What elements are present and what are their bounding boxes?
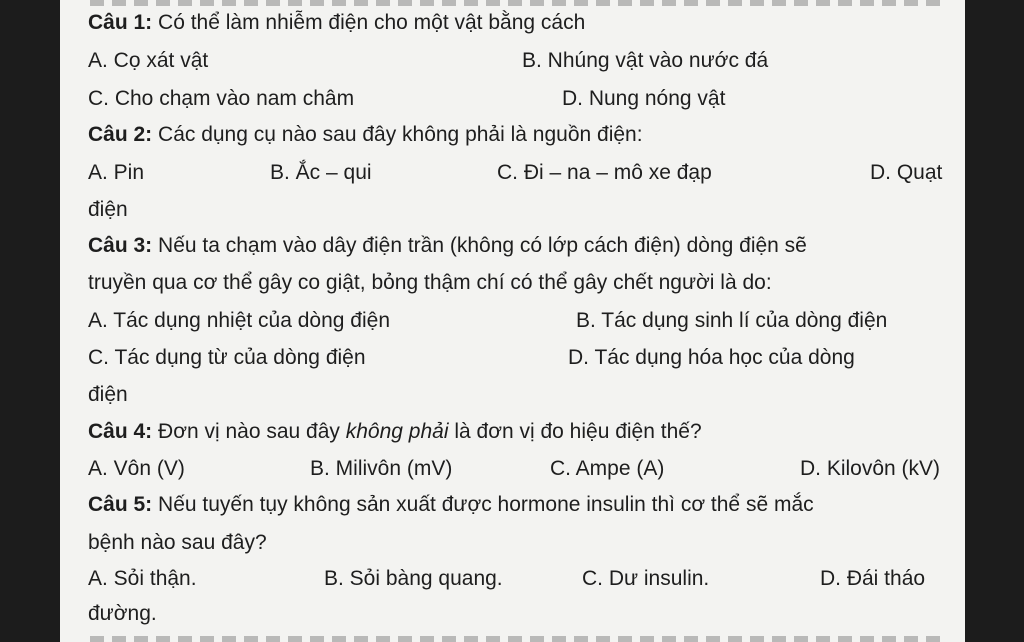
q1-option-a: A. Cọ xát vật bbox=[88, 49, 209, 72]
q1-option-d: D. Nung nóng vật bbox=[562, 87, 726, 110]
question-text-after: là đơn vị đo hiệu điện thế? bbox=[448, 420, 702, 443]
question-text-emphasis: không phải bbox=[345, 420, 449, 443]
q5-option-c: C. Dư insulin. bbox=[582, 567, 710, 590]
question-label: Câu 3: bbox=[88, 234, 153, 257]
cut-off-text-bottom bbox=[90, 636, 945, 642]
question-text: Có thể làm nhiễm điện cho một vật bằng cách bbox=[152, 11, 586, 34]
q3-option-d-wrap: điện bbox=[88, 383, 128, 406]
question-label: Câu 1: bbox=[88, 11, 153, 34]
q3-option-a: A. Tác dụng nhiệt của dòng điện bbox=[88, 309, 391, 332]
q2-option-a: A. Pin bbox=[88, 161, 145, 184]
question-2 bbox=[88, 122, 643, 148]
q2-option-d-wrap: điện bbox=[88, 198, 128, 221]
q1-option-b: B. Nhúng vật vào nước đá bbox=[522, 49, 769, 72]
question-text: Nếu tuyến tụy không sản xuất được hormone insulin thì cơ thể sẽ mắc bbox=[152, 493, 814, 516]
q4-option-d: D. Kilovôn (kV) bbox=[800, 457, 941, 480]
question-text: Nếu ta chạm vào dây điện trần (không có lớp cách điện) dòng điện sẽ bbox=[152, 234, 807, 257]
question-4 bbox=[88, 419, 702, 445]
question-label: Câu 5: bbox=[88, 493, 153, 516]
q2-option-d: D. Quạt bbox=[870, 161, 943, 184]
q5-option-a: A. Sỏi thận. bbox=[88, 567, 197, 590]
q3-option-c: C. Tác dụng từ của dòng điện bbox=[88, 346, 366, 369]
q4-option-b: B. Milivôn (mV) bbox=[310, 457, 453, 480]
q5-option-d-wrap: đường. bbox=[88, 602, 157, 625]
question-label: Câu 2: bbox=[88, 123, 153, 146]
document-page bbox=[60, 0, 965, 642]
q4-option-c: C. Ampe (A) bbox=[550, 457, 665, 480]
question-5-line-2: bệnh nào sau đây? bbox=[88, 531, 267, 554]
cut-off-text-top bbox=[90, 0, 945, 6]
q2-option-b: B. Ắc – qui bbox=[270, 161, 372, 184]
q3-option-b: B. Tác dụng sinh lí của dòng điện bbox=[576, 309, 888, 332]
q3-option-d: D. Tác dụng hóa học của dòng bbox=[568, 346, 855, 369]
q1-option-c: C. Cho chạm vào nam châm bbox=[88, 87, 355, 110]
q2-option-c: C. Đi – na – mô xe đạp bbox=[497, 161, 712, 184]
q4-option-a: A. Vôn (V) bbox=[88, 457, 185, 480]
question-1 bbox=[88, 10, 585, 36]
q5-option-d: D. Đái tháo bbox=[820, 567, 926, 590]
q5-option-b: B. Sỏi bàng quang. bbox=[324, 567, 503, 590]
question-3 bbox=[88, 233, 807, 259]
question-3-line-2: truyền qua cơ thể gây co giật, bỏng thậm chí có thể gây chết người là do: bbox=[88, 271, 772, 294]
question-text-before: Đơn vị nào sau đây bbox=[152, 420, 346, 443]
question-text: Các dụng cụ nào sau đây không phải là nguồn điện: bbox=[152, 123, 643, 146]
question-5 bbox=[88, 492, 814, 518]
question-label: Câu 4: bbox=[88, 420, 153, 443]
